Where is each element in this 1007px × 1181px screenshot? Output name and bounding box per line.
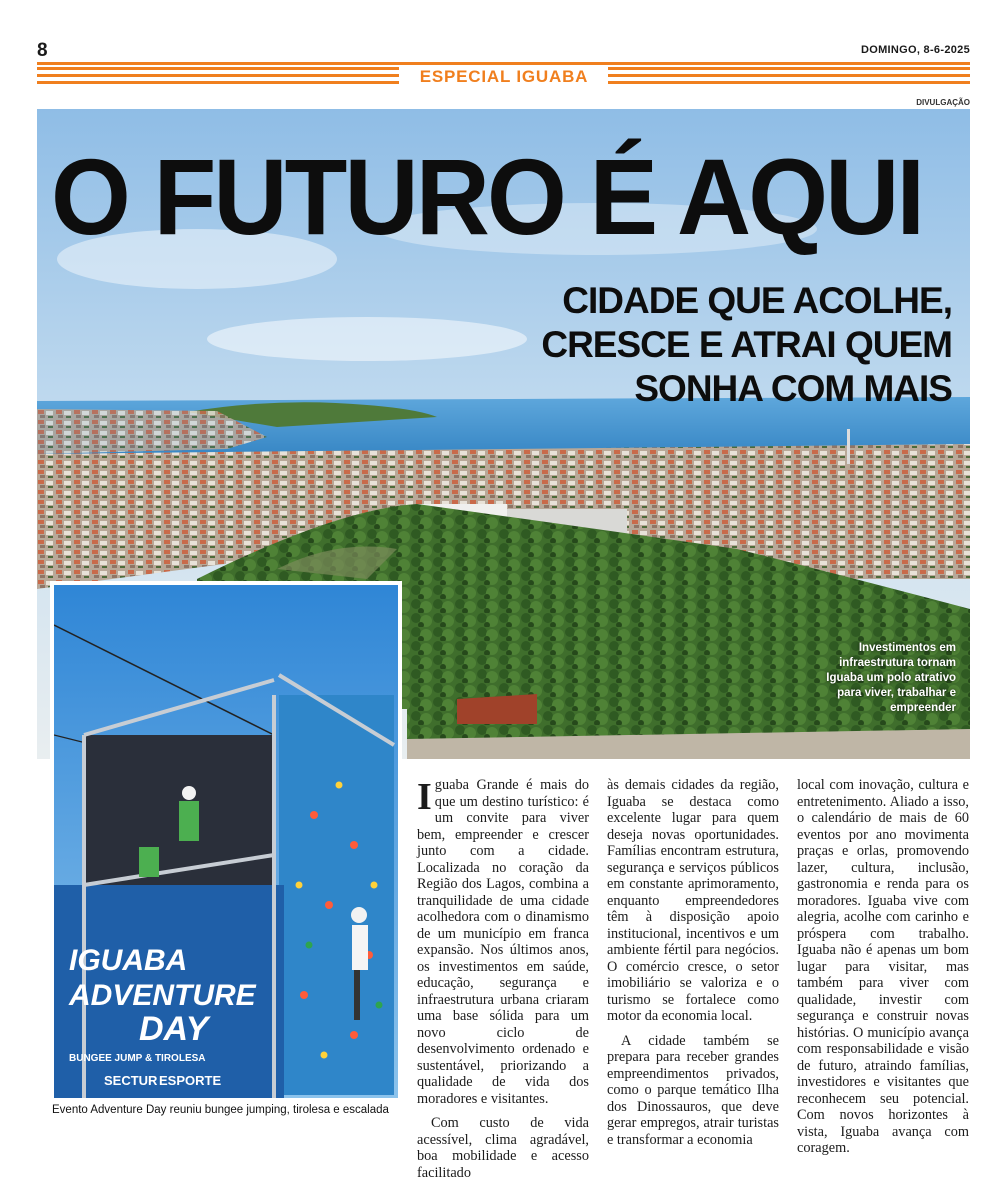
article-column-2 (607, 777, 779, 1148)
paragraph: local com inovação, cultura e entretenimento. Aliado a isso, o calendário de mais de 60 eventos por ano movimenta praças e orlas, promovendo lazer, cultura, inclusão, gastronomia e renda para os moradores. Iguaba vive com alegria, acolhe com carinho e próspera com trabalho. Iguaba não é apenas um bom lugar para visitar, mas também para viver com qualidade, investir com segurança e construir novas histórias. O município avança com responsabilidade e visão de futuro, atraindo famílias, investidores e visitantes que reconhecem seu potencial. Com novos horizontes à vista, Iguaba avança com coragem. (797, 777, 969, 1156)
banner-line: IGUABA (69, 944, 188, 977)
top-rule (37, 62, 970, 65)
paragraph: A cidade também se prepara para receber grandes empreendimentos privados, como o parque temático Ilha dos Dinossauros, que deve gerar empregos, atrair turistas e transformar a economia (607, 1032, 779, 1148)
section-label: ESPECIAL IGUABA (419, 67, 589, 86)
subhead-line: SONHA COM MAIS (634, 368, 952, 409)
paragraph: às demais cidades da região, Iguaba se destaca como excelente lugar para quem deseja novas oportunidades. Famílias encontram estrutura, segurança e serviços públicos em constante aprimoramento, enquanto empreendedores têm à disposição apoio institucional, incentivos e um ambiente fértil para negócios. O comércio cresce, o setor imobiliário se valoriza e o turismo se fortalece como motor da economia local. (607, 777, 779, 1024)
subhead-line: CIDADE QUE ACOLHE, (562, 280, 952, 321)
sponsor-logo: SECTUR (104, 1073, 158, 1088)
subhead-line: CRESCE E ATRAI QUEM (541, 324, 952, 365)
banner-line: DAY (139, 1010, 209, 1048)
inset-caption: Evento Adventure Day reuniu bungee jumping, tirolesa e escalada (52, 1104, 389, 1116)
dropcap: I (417, 776, 432, 818)
headline: O FUTURO É AQUI (51, 136, 923, 257)
photo-credit: DIVULGAÇÃO (916, 98, 970, 107)
sponsor-logo: ESPORTE (159, 1073, 222, 1088)
article-column-1 (417, 777, 589, 1181)
paragraph: guaba Grande é mais do que um destino turístico: é um convite para viver bem, empreender e crescer junto com a cidade. Localizada no coração da Região dos Lagos, combina a tranquilidade de uma cidade acolhedora com o dinamismo de um município em franca expansão. Nos últimos anos, os investimentos em saúde, educação, segurança e infraestrutura urbana criaram uma base sólida para um novo ciclo de desenvolvimento ordenado e sustentável, priorizando a qualidade de vida dos moradores e visitantes. (417, 777, 589, 1107)
paragraph: Com custo de vida acessível, clima agradável, boa mobilidade e acesso facilitado (417, 1115, 589, 1181)
subhead (541, 279, 952, 411)
banner-tagline: BUNGEE JUMP & TIROLESA (69, 1053, 206, 1064)
article-column-3 (797, 777, 969, 1157)
edition-date: DOMINGO, 8-6-2025 (860, 44, 970, 56)
hero-caption: Investimentos em infraestrutura tornam Iguaba um polo atrativo para viver, trabalhar e empreender (826, 642, 956, 714)
inset-photo (54, 585, 398, 1098)
page-number: 8 (37, 40, 48, 61)
banner-line: ADVENTURE (69, 979, 256, 1012)
section-banner (37, 67, 970, 87)
article-body (417, 776, 970, 1181)
climbing-tower-image (54, 585, 398, 1098)
